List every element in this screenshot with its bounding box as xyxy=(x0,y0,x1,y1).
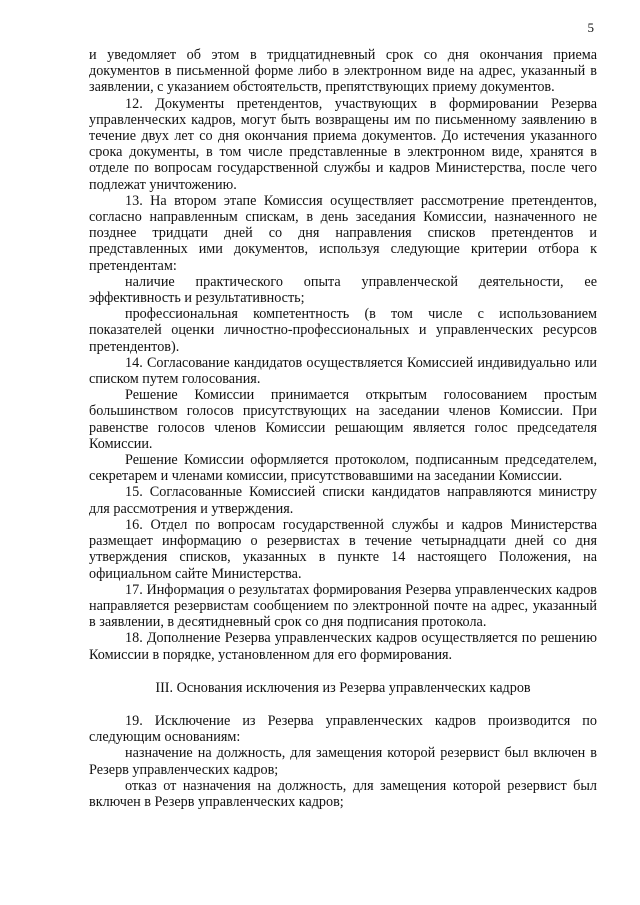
paragraph-item-19: 19. Исключение из Резерва управленческих кадров производится по следующим основаниям: xyxy=(89,712,597,746)
document-body xyxy=(89,47,597,810)
ground-appointment: назначение на должность, для замещения которой резервист был включен в Резерв управленческих кадров; xyxy=(89,745,597,778)
paragraph-item-18: 18. Дополнение Резерва управленческих кадров осуществляется по решению Комиссии в порядке, установленном для его формирования. xyxy=(89,630,597,663)
paragraph-item-15: 15. Согласованные Комиссией списки кандидатов направляются министру для рассмотрения и утверждения. xyxy=(89,484,597,517)
criterion-competence: профессиональная компетентность (в том числе с использованием показателей оценки личностно-профессиональных и управленческих ресурсов претендентов). xyxy=(89,306,597,355)
section-heading: III. Основания исключения из Резерва управленческих кадров xyxy=(155,679,531,696)
paragraph-item-17: 17. Информация о результатах формирования Резерва управленческих кадров направляется резервистам сообщением по электронной почте на адрес, указанный в заявлении, в десятидневный срок со дня подписания протокола. xyxy=(89,581,597,631)
paragraph-item-12: 12. Документы претендентов, участвующих в формировании Резерва управленческих кадров, могут быть возвращены им по письменному заявлению в течение двух лет со дня окончания приема документов. До истечения указанного срока документы, в том числе представленные в электронном виде, хранятся в отделе по вопросам государственной службы и кадров Министерства, после чего подлежат уничтожению. xyxy=(89,95,597,193)
paragraph-item-16: 16. Отдел по вопросам государственной службы и кадров Министерства размещает информацию о резервистах в течение четырнадцати дней со дня утверждения списков, указанных в пункте 14 настоящего Положения, на официальном сайте Министерства. xyxy=(89,516,597,582)
criterion-experience: наличие практического опыта управленческой деятельности, ее эффективность и результативность; xyxy=(89,273,597,307)
ground-refusal: отказ от назначения на должность, для замещения которой резервист был включен в Резерв управленческих кадров; xyxy=(89,777,597,810)
paragraph-continuation: и уведомляет об этом в тридцатидневный срок со дня окончания приема документов в письменной форме либо в электронном виде на адрес, указанный в заявлении, с указанием обстоятельств, препятствующих приему документов. xyxy=(89,47,597,96)
paragraph-item-14: 14. Согласование кандидатов осуществляется Комиссией индивидуально или списком путем голосования. xyxy=(89,354,597,388)
paragraph-item-13: 13. На втором этапе Комиссия осуществляет рассмотрение претендентов, согласно направленным спискам, в день заседания Комиссии, назначенного не позднее тридцати дней со дня направления списков претендентов и представленных ими документов, используя следующие критерии отбора к претендентам: xyxy=(89,192,597,274)
paragraph-voting: Решение Комиссии принимается открытым голосованием простым большинством голосов присутствующих на заседании членов Комиссии. При равенстве голосов членов Комиссии решающим является голос председателя Комиссии. xyxy=(89,387,597,452)
page-number: 5 xyxy=(587,20,594,35)
paragraph-protocol: Решение Комиссии оформляется протоколом, подписанным председателем, секретарем и членами комиссии, присутствовавшими на заседании Комиссии. xyxy=(89,452,597,485)
